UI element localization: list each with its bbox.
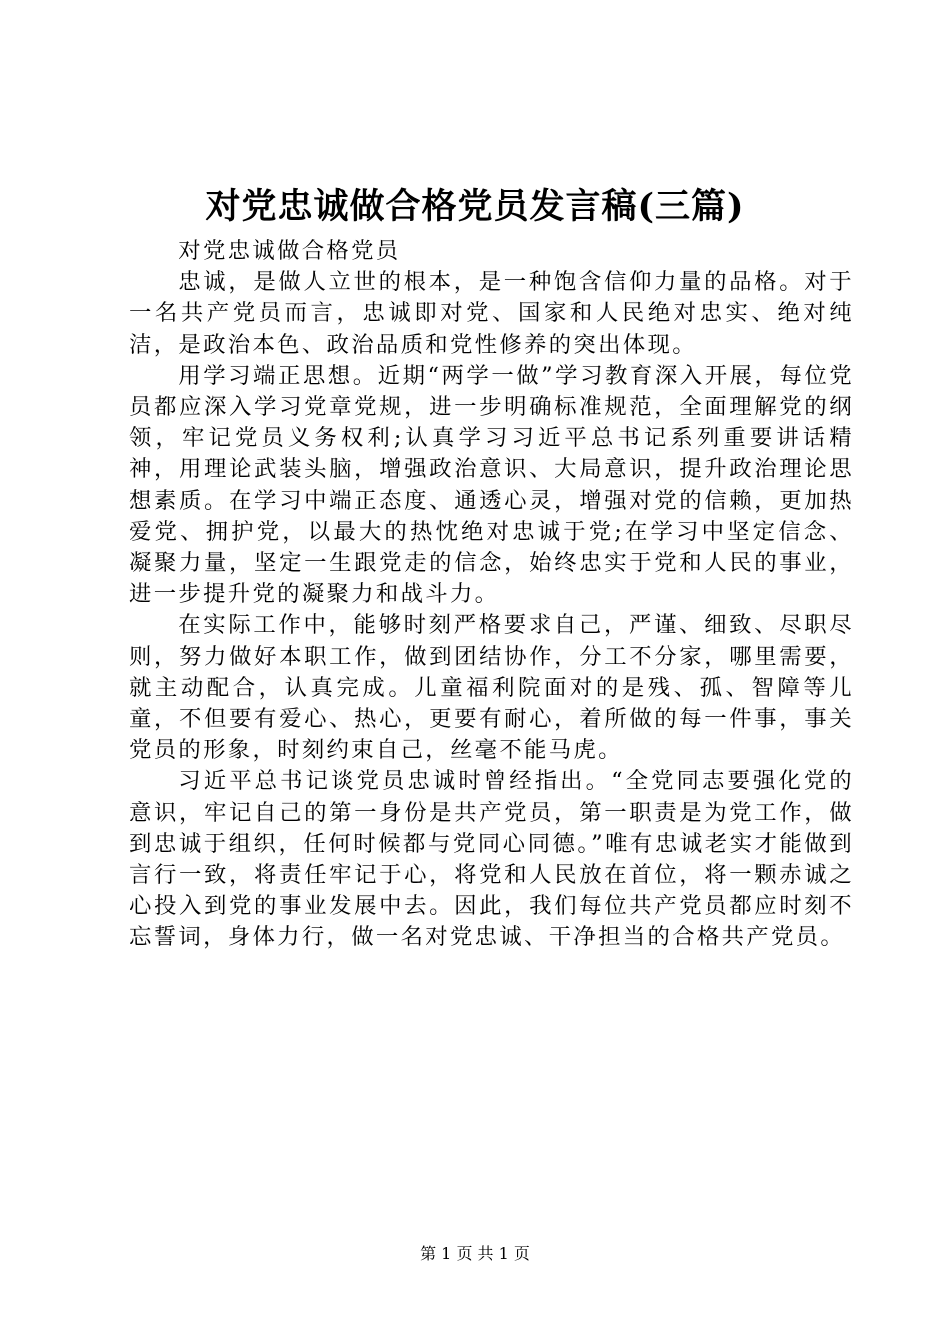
document-subtitle: 对党忠诚做合格党员 xyxy=(178,238,401,264)
document-body xyxy=(129,236,854,954)
page-number-footer: 第 1 页 共 1 页 xyxy=(420,1244,530,1263)
paragraph: 在实际工作中，能够时刻严格要求自己，严谨、细致、尽职尽则，努力做好本职工作，做到团结协作，分工不分家，哪里需要，就主动配合，认真完成。儿童福利院面对的是残、孤、智障等儿童，不但要有爱心、热心，更要有耐心，着所做的每一件事，事关党员的形象，时刻约束自己，丝毫不能马虎。 xyxy=(129,612,854,764)
paragraph: 习近平总书记谈党员忠诚时曾经指出。“全党同志要强化党的意识，牢记自己的第一身份是共产党员，第一职责是为党工作，做到忠诚于组织，任何时候都与党同心同德。”唯有忠诚老实才能做到言行一致，将责任牢记于心，将党和人民放在首位，将一颗赤诚之心投入到党的事业发展中去。因此，我们每位共产党员都应时刻不忘誓词，身体力行，做一名对党忠诚、干净担当的合格共产党员。 xyxy=(129,768,854,951)
paragraph: 用学习端正思想。近期“两学一做”学习教育深入开展，每位党员都应深入学习党章党规，进一步明确标准规范，全面理解党的纲领，牢记党员义务权利;认真学习习近平总书记系列重要讲话精神，用理论武装头脑，增强政治意识、大局意识，提升政治理论思想素质。在学习中端正态度、通透心灵，增强对党的信赖，更加热爱党、拥护党，以最大的热忱绝对忠诚于党;在学习中坚定信念、凝聚力量，坚定一生跟党走的信念，始终忠实于党和人民的事业，进一步提升党的凝聚力和战斗力。 xyxy=(129,362,854,608)
document-title: 对党忠诚做合格党员发言稿(三篇) xyxy=(205,186,745,227)
paragraph: 忠诚，是做人立世的根本，是一种饱含信仰力量的品格。对于一名共产党员而言，忠诚即对党、国家和人民绝对忠实、绝对纯洁，是政治本色、政治品质和党性修养的突出体现。 xyxy=(129,269,854,358)
